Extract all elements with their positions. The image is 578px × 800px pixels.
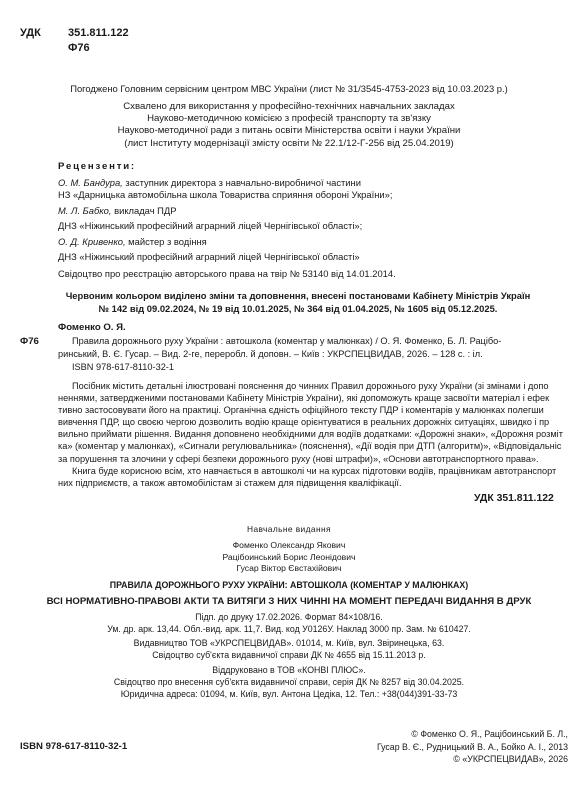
copyright-block: [377, 728, 568, 766]
reviewer-entry: [58, 236, 558, 248]
approval-line: Науково-методичної ради з питань освіти Міністерства освіти і науки України: [117, 125, 461, 137]
publisher-line: Видавництво ТОВ «УКРСПЕЦВИДАВ». 01014, м. Київ, вул. Звіринецька, 63.: [133, 638, 445, 648]
reviewer-text: викладач ПДР: [111, 204, 177, 216]
reviewer-text: заступник директора з навчально-виробничої частини: [122, 177, 361, 188]
udk-footer: УДК 351.811.122: [474, 493, 554, 504]
bbk-code: Ф76: [68, 42, 90, 54]
reviewers-list: [58, 177, 558, 263]
biblio-bbk: Ф76: [20, 336, 39, 347]
changes-line: Червоним кольором виділено зміни та доповнення, внесені постановами Кабінету Міністрів Україн: [65, 290, 531, 301]
reviewer-entry: [58, 177, 558, 189]
printer-line: Віддруковано в ТОВ «КОНВІ ПЛЮС».: [212, 665, 366, 675]
edition-type: Навчальне видання: [247, 524, 331, 534]
biblio-line: ринський, В. Є. Гусар. – Вид. 2-ге, переробл. й доповн. – Київ : УКРСПЕЦВИДАВ, 2026. – 128 с. : іл.: [58, 349, 483, 359]
annotation-line: них підприємств, а також автомобілістам зі стажем для підвищення кваліфікації.: [58, 477, 402, 488]
print-line: Ум. др. арк. 13,44. Обл.-вид. арк. 11,7. Вид. код У0126У. Наклад 3000 пр. Зам. № 610427.: [107, 624, 471, 634]
biblio-line: Правила дорожнього руху України : автошкола (коментар у малюнках) / О. Я. Фоменко, Б. Л. Рацібо-: [72, 336, 502, 346]
printer-details: [0, 664, 578, 700]
reviewer-entry: [58, 251, 558, 263]
approval-line: (лист Інституту модернізації змісту освіти № 22.1/12-Г-256 від 25.04.2019): [124, 137, 454, 149]
annotation-line: тивно застосовувати його на практиці. Органічна єдність офіційного тексту ПДР і коментарів у малюнках полегши: [58, 405, 544, 416]
annotation-line: Посібник містить детальні ілюстровані пояснення до чинних Правил дорожнього руху України (зі змінами і допо: [72, 381, 549, 391]
copyright-certificate: Свідоцтво про реєстрацію авторського права на твір № 53140 від 14.01.2014.: [58, 268, 396, 279]
approval-line: Схвалено для використання у професійно-технічних навчальних закладах: [123, 101, 455, 112]
changes-note: [20, 290, 576, 315]
biblio-author: Фоменко О. Я.: [58, 322, 126, 333]
colophon-author: Гусар Віктор Євстахійович: [236, 563, 342, 574]
udk-value: 351.811.122: [68, 27, 129, 39]
approval-line: Науково-методичною комісією з професій транспорту та зв'язку: [147, 113, 431, 125]
print-line: Підп. до друку 17.02.2026. Формат 84×108/16.: [195, 612, 383, 622]
reviewer-text: ДНЗ «Ніжинський професійний аграрний ліцей Чернігівської області»;: [58, 220, 363, 232]
biblio-record: [58, 335, 578, 374]
colophon-author: Рацібоинський Борис Леонідович: [222, 551, 356, 562]
print-details: [0, 611, 578, 635]
biblio-line: ISBN 978-617-8110-32-1: [72, 362, 174, 372]
annotation-line: ка» (коментар у малюнках), «Сигнали регулювальника» (пояснення), «Дії водія при ДТП (алгоритм)», «Відповідальніс: [58, 441, 562, 452]
approval-block: [10, 101, 568, 150]
colophon-title: ПРАВИЛА ДОРОЖНЬОГО РУХУ УКРАЇНИ: АВТОШКОЛА (КОМЕНТАР У МАЛЮНКАХ): [109, 580, 469, 590]
reviewer-text: ДНЗ «Ніжинський професійний аграрний ліцей Чернігівської області»: [58, 251, 360, 263]
reviewer-text: НЗ «Дарницька автомобільна школа Товариства сприяння обороні України»;: [58, 189, 393, 201]
publisher-line: Свідоцтво суб'єкта видавничої справи ДК № 4655 від 15.11.2013 р.: [152, 650, 426, 660]
annotation-line: Книга буде корисною всім, хто навчається в автошколі чи на курсах підготовки водіїв, працівникам автотранспорт: [72, 465, 557, 476]
annotation: [58, 380, 578, 489]
reviewer-entry: [58, 205, 558, 217]
reviewer-entry: [58, 220, 558, 232]
annotation-line: за порушення та злочини у сфері безпеки дорожнього руху (нові штрафи)», «Основи автотранспортного права».: [58, 453, 539, 464]
copyright-line: © Фоменко О. Я., Рацібоинський Б. Л.,: [411, 729, 568, 739]
reviewer-entry: [58, 189, 558, 201]
annotation-line: вивчення ПДР, що своєю чергою дозволить водію краще орієнтуватися в реальних дорожніх ситуаціях, швидко і пр: [58, 417, 550, 428]
reviewers-heading: Рецензенти:: [58, 161, 136, 172]
reviewer-name: О. Д. Кривенко,: [58, 235, 126, 247]
printer-line: Юридична адреса: 01094, м. Київ, вул. Антона Цедіка, 12. Тел.: +38(044)391-33-73: [120, 689, 458, 699]
reviewer-name: О. М. Бандура,: [58, 177, 123, 188]
colophon-authors: [0, 540, 578, 575]
copyright-line: Гусар В. Є., Рудницький В. А., Бойко А. І., 2013: [376, 741, 568, 752]
udk-label: УДК: [20, 27, 41, 39]
colophon-author: Фоменко Олександр Якович: [232, 540, 346, 550]
colophon-subtitle: ВСІ НОРМАТИВНО-ПРАВОВІ АКТИ ТА ВИТЯГИ З НИХ ЧИННІ НА МОМЕНТ ПЕРЕДАЧІ ВИДАННЯ В ДРУК: [46, 596, 532, 607]
copyright-line: © «УКРСПЕЦВИДАВ», 2026: [453, 754, 568, 765]
annotation-line: вильно приймати рішення. Видання доповнено необхідними для водіїв додатками: «Дорожні знаки», «Дорожня розміт: [58, 429, 563, 440]
approval-mvs: Погоджено Головним сервісним центром МВС України (лист № 31/3545-4753-2023 від 10.03.2023 р.): [70, 83, 508, 94]
annotation-line: неннями, затвердженими постановами Кабінету Міністрів України), які допоможуть краще засвоїти матеріал і ефек: [58, 393, 550, 404]
reviewer-name: М. Л. Бабко,: [58, 204, 112, 216]
changes-line: № 142 від 09.02.2024, № 19 від 10.01.2025, № 364 від 01.04.2025, № 1605 від 05.12.2025.: [98, 302, 498, 314]
printer-line: Свідоцтво про внесення суб'єкта видавничої справи, серія ДК № 8257 від 30.04.2025.: [113, 677, 465, 687]
publisher-details: [0, 637, 578, 661]
reviewer-text: майстер з водіння: [125, 235, 207, 247]
isbn-footer: ISBN 978-617-8110-32-1: [20, 741, 128, 752]
